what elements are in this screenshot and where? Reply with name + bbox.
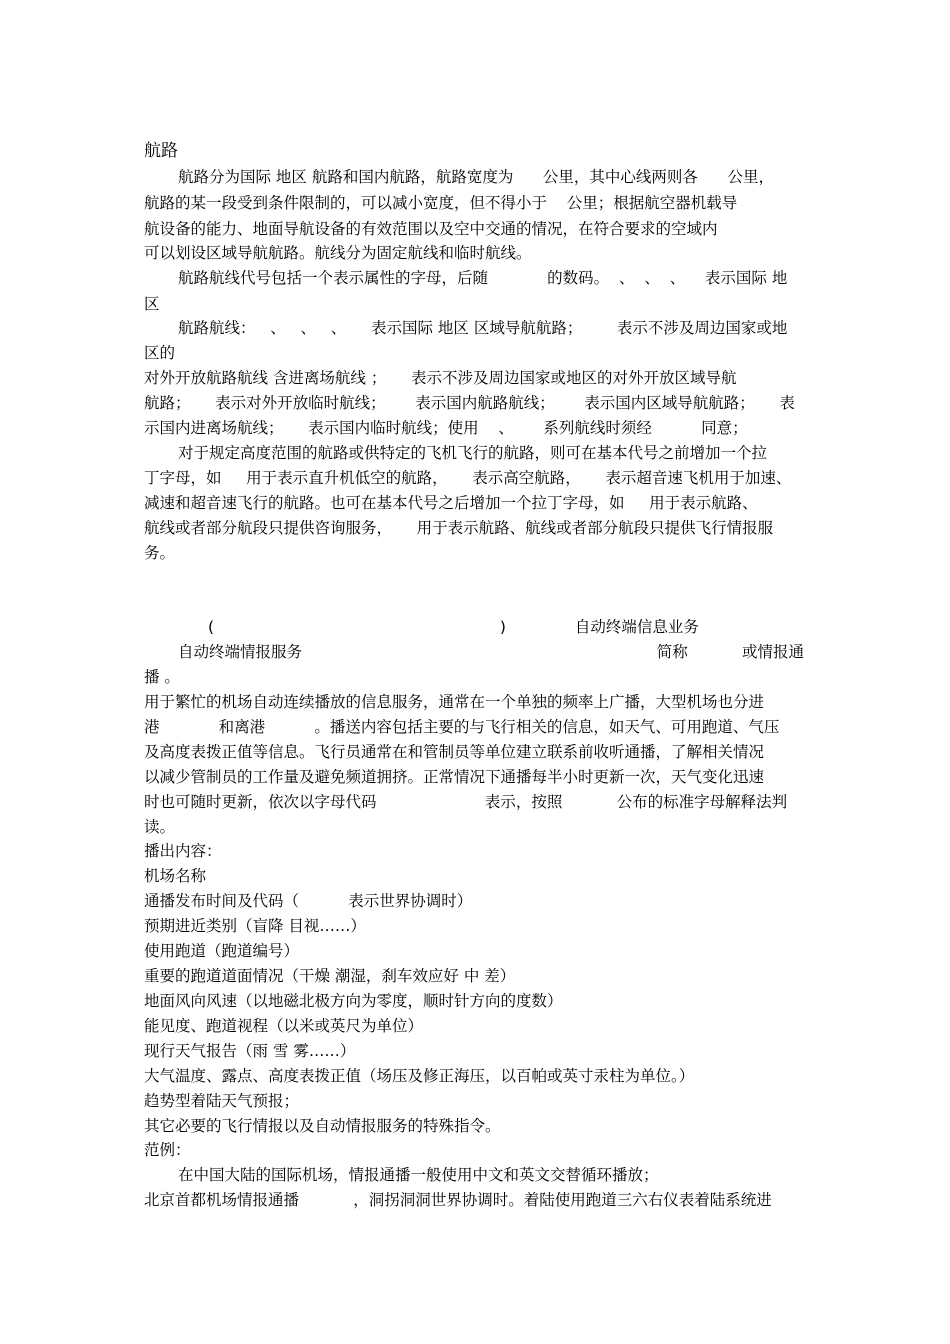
paragraph-line: 区的 xyxy=(144,344,176,362)
paragraph-line: 港 和离港 。播送内容包括主要的与飞行相关的信息，如天气、可用跑道、气压 xyxy=(144,718,780,736)
paragraph-line: 航路航线： 、 、 、 表示国际 地区 区域导航航路； 表示不涉及周边国家或地 xyxy=(178,319,788,337)
paragraph-line: 区 xyxy=(144,295,160,313)
list-heading: 播出内容： xyxy=(144,842,222,860)
paragraph-line: 减速和超音速飞行的航路。也可在基本代号之后增加一个拉丁字母，如 用于表示航路、 xyxy=(144,494,758,512)
paragraph-line: 在中国大陆的国际机场，情报通播一般使用中文和英文交替循环播放； xyxy=(178,1166,659,1184)
paragraph-line: 对于规定高度范围的航路或供特定的飞机飞行的航路，则可在基本代号之前增加一个拉 xyxy=(178,444,768,462)
example-heading: 范例： xyxy=(144,1141,191,1159)
paragraph-line: 以减少管制员的工作量及避免频道拥挤。正常情况下通播每半小时更新一次，天气变化迅速 xyxy=(144,768,765,786)
paragraph-line: 务。 xyxy=(144,544,176,562)
paragraph-line: 读。 xyxy=(144,818,176,836)
paragraph-line: 用于繁忙的机场自动连续播放的信息服务，通常在一个单独的频率上广播，大型机场也分进 xyxy=(144,693,765,711)
list-item: 机场名称 xyxy=(144,867,207,885)
list-item: 地面风向风速（以地磁北极方向为零度，顺时针方向的度数） xyxy=(144,992,563,1010)
paragraph-line: 可以划设区域导航航路。航线分为固定航线和临时航线。 xyxy=(144,244,532,262)
list-item: 通播发布时间及代码（ 表示世界协调时） xyxy=(144,892,473,910)
paragraph-line: 自动终端情报服务 简称 或情报通 xyxy=(178,643,804,661)
list-item: 其它必要的飞行情报以及自动情报服务的特殊指令。 xyxy=(144,1117,501,1135)
paragraph-line: 丁字母，如 用于表示直升机低空的航路， 表示高空航路， 表示超音速飞机用于加速、 xyxy=(144,469,792,487)
paragraph-line: 对外开放航路航线 含进离场航线 ； 表示不涉及周边国家或地区的对外开放区域导航 xyxy=(144,369,737,387)
paragraph-line: 航路； 表示对外开放临时航线； 表示国内航路航线； 表示国内区域导航航路； 表 xyxy=(144,394,795,412)
list-item: 使用跑道（跑道编号） xyxy=(144,942,300,960)
paragraph-line: 播 。 xyxy=(144,668,180,686)
paragraph-line: 航设备的能力、地面导航设备的有效范围以及空中交通的情况，在符合要求的空域内 xyxy=(144,220,718,238)
paragraph-line: 时也可随时更新，依次以字母代码 表示，按照 公布的标准字母解释法判 xyxy=(144,793,788,811)
paragraph-line: 航路的某一段受到条件限制的，可以减小宽度，但不得小于 公里；根据航空器机载导 xyxy=(144,194,738,212)
list-item: 趋势型着陆天气预报； xyxy=(144,1092,300,1110)
paragraph-line: 航线或者部分航段只提供咨询服务， 用于表示航路、航线或者部分航段只提供飞行情报服 xyxy=(144,519,774,537)
list-item: 大气温度、露点、高度表拨正值（场压及修正海压，以百帕或英寸汞柱为单位。） xyxy=(144,1067,695,1085)
list-item: 现行天气报告（雨 雪 雾……） xyxy=(144,1042,356,1060)
paragraph-line: 示国内进离场航线； 表示国内临时航线；使用 、 系列航线时须经 同意； xyxy=(144,419,748,437)
list-item: 预期进近类别（盲降 目视……） xyxy=(144,917,366,935)
paragraph-line: 及高度表拨正值等信息。飞行员通常在和管制员等单位建立联系前收听通播，了解相关情况 xyxy=(144,743,765,761)
list-item: 能见度、跑道视程（以米或英尺为单位） xyxy=(144,1017,424,1035)
section-heading: ( ) 自动终端信息业务 xyxy=(144,618,699,636)
list-item: 重要的跑道道面情况（干燥 潮湿，刹车效应好 中 差） xyxy=(144,967,516,985)
paragraph-line: 北京首都机场情报通播 ，洞拐洞洞世界协调时。着陆使用跑道三六右仪表着陆系统进 xyxy=(144,1191,772,1209)
paragraph-line: 航路分为国际 地区 航路和国内航路，航路宽度为 公里，其中心线两则各 公里， xyxy=(178,168,774,186)
paragraph-line: 航路航线代号包括一个表示属性的字母，后随 的数码。 、 、 、 表示国际 地 xyxy=(178,269,788,287)
section-title: 航路 xyxy=(144,141,178,161)
